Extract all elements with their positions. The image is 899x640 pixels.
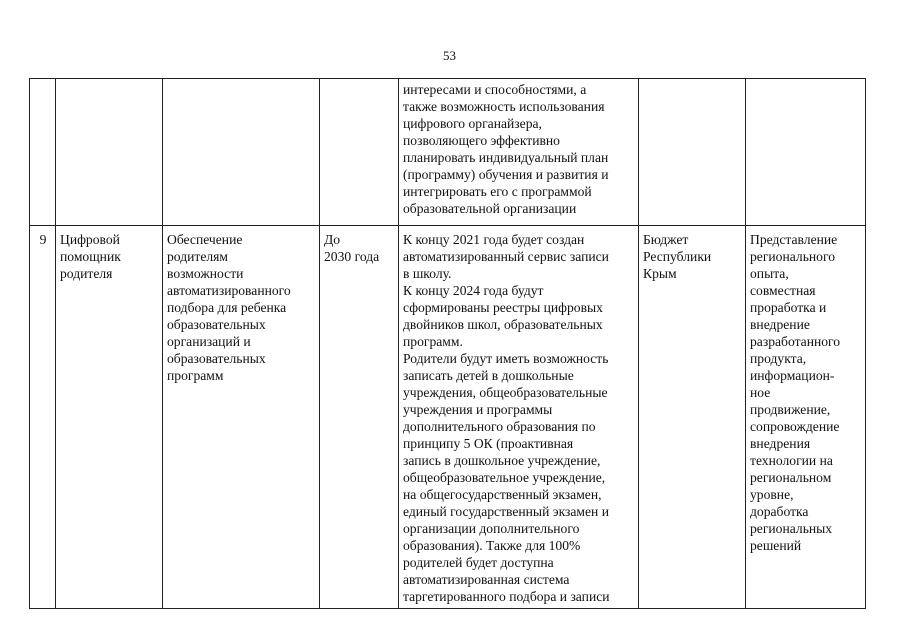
initiative-name: Цифровой помощник родителя bbox=[60, 232, 121, 281]
initiative-deadline: До 2030 года bbox=[324, 232, 380, 264]
table-row-continuation bbox=[30, 79, 866, 226]
cell-description bbox=[163, 226, 320, 609]
row-number: 9 bbox=[39, 232, 47, 247]
table-row-9 bbox=[30, 226, 866, 609]
initiative-funding: Бюджет Республики Крым bbox=[643, 232, 712, 281]
cell-deadline bbox=[320, 226, 399, 609]
cell-regional-role bbox=[746, 79, 866, 226]
initiative-description: Обеспечение родителям возможности автоматизированного подбора для ребенка образовательных организаций и образовательных программ bbox=[167, 232, 291, 383]
cell-funding bbox=[639, 79, 746, 226]
cell-name bbox=[56, 226, 163, 609]
cell-deadline bbox=[320, 79, 399, 226]
cell-name bbox=[56, 79, 163, 226]
results-continuation-text: интересами и способностями, а также возможность использования цифрового органайзера, позволяющего эффективно планировать индивидуальный план (программу) обучения и развития и интегрировать его с программой образовательной организации bbox=[403, 82, 609, 216]
cell-regional-role bbox=[746, 226, 866, 609]
page-number: 53 bbox=[443, 48, 456, 63]
initiatives-table bbox=[29, 78, 866, 609]
cell-number bbox=[30, 79, 56, 226]
initiative-results: К концу 2021 года будет создан автоматизированный сервис записи в школу. К концу 2024 года будут сформированы реестры цифровых двойников школ, образовательных программ. Родители будут иметь возможность записать детей в дошкольные учреждения, общеобразовательные учреждения и программы дополнительного образования по принципу 5 ОК (проактивная запись в дошкольное учреждение, общеобразовательное учреждение, на общегосударственный экзамен, единый государственный экзамен и организации дополнительного образования). Также для 100% родителей будет доступна автоматизированная система таргетированного подбора и записи bbox=[403, 232, 610, 604]
cell-number bbox=[30, 226, 56, 609]
cell-results bbox=[399, 226, 639, 609]
cell-description bbox=[163, 79, 320, 226]
cell-funding bbox=[639, 226, 746, 609]
initiative-regional-role: Представление регионального опыта, совместная проработка и внедрение разработанного продукта, информацион- ное продвижение, сопровождение внедрения технологии на региональном уровне, доработка региональных решений bbox=[750, 232, 841, 553]
cell-results bbox=[399, 79, 639, 226]
